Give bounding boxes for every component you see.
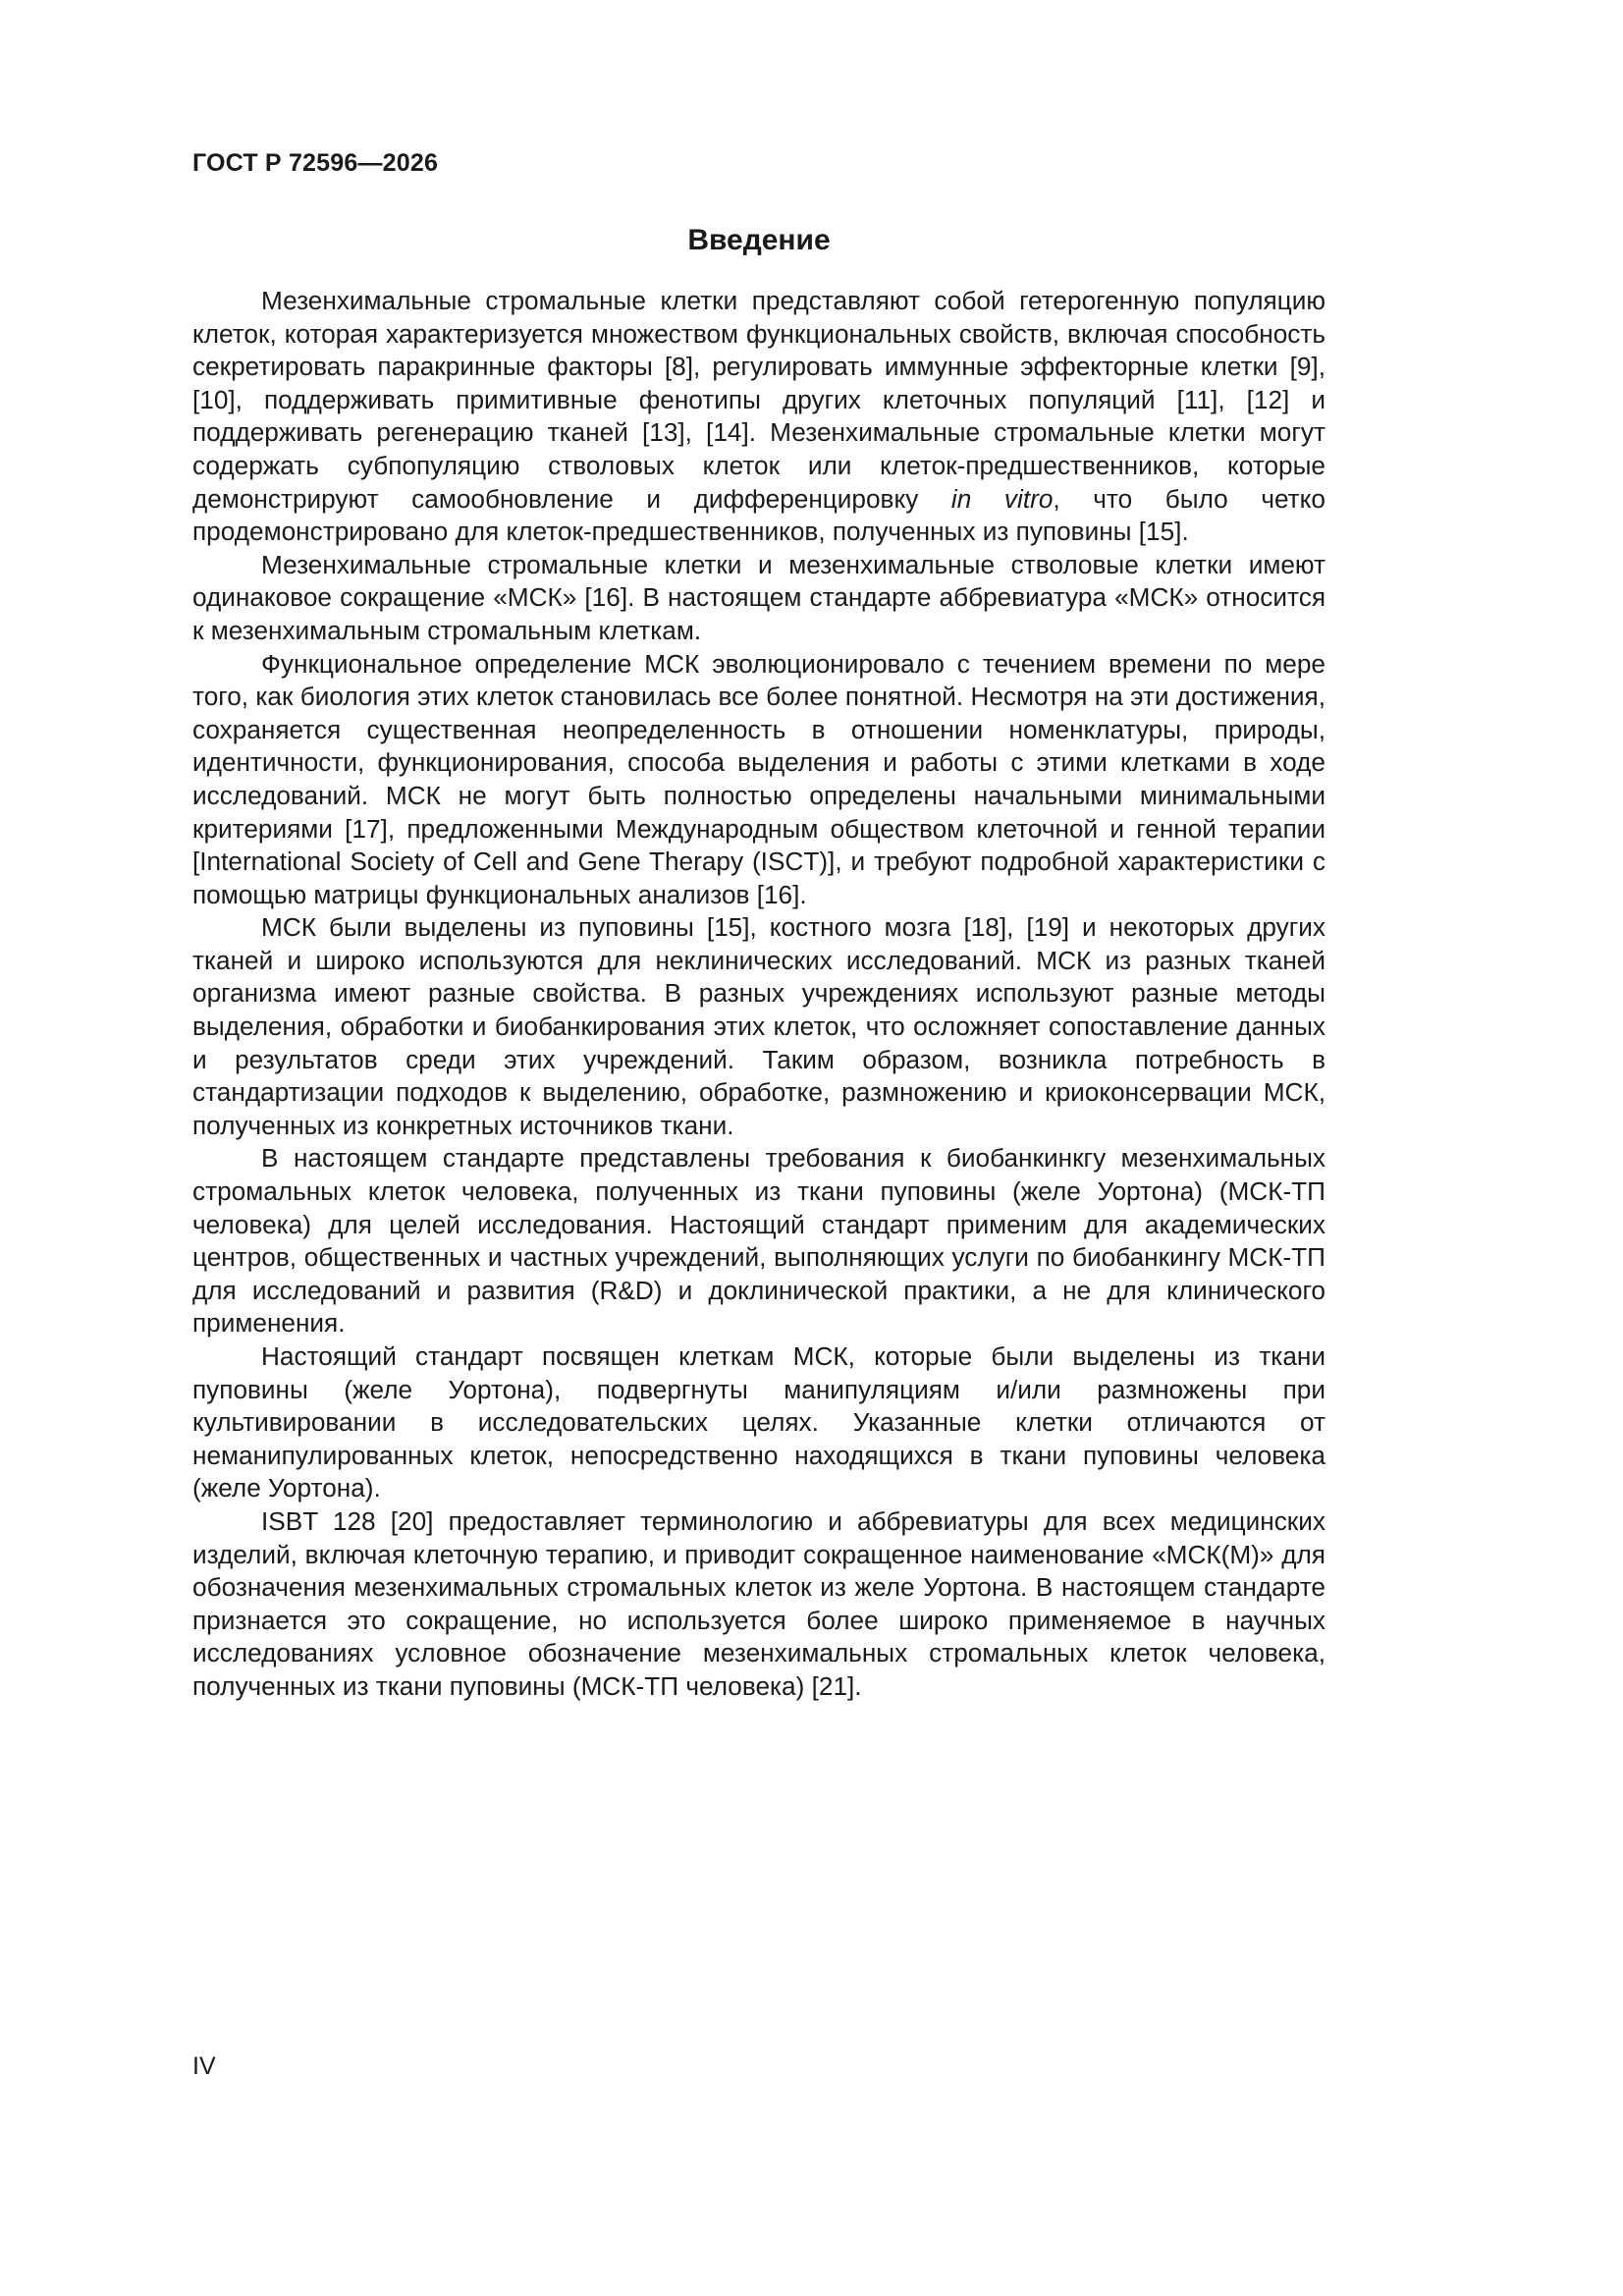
paragraph: ISBT 128 [20] предоставляет терминологию и аббревиатуры для всех медицинских изделий, включая клеточную терапию, и приводит сокращенное наименование «МСК(М)» для обозначения мезенхимальных стромальных клеток из желе Уортона. В настоящем стандарте признается это сокращение, но используется более широко применяемое в научных исследованиях условное обозначение мезенхимальных стромальных клеток человека, полученных из ткани пуповины (МСК-ТП человека) [21]. <box>192 1505 1325 1701</box>
section-title: Введение <box>687 224 831 256</box>
paragraph: Мезенхимальные стромальные клетки и мезенхимальные стволовые клетки имеют одинаковое сокращение «МСК» [16]. В настоящем стандарте аббревиатура «МСК» относится к мезенхимальным стромальным клеткам. <box>192 549 1325 645</box>
paragraph: В настоящем стандарте представлены требования к биобанкинкгу мезенхимальных стромальных клеток человека, полученных из ткани пуповины (желе Уортона) (МСК-ТП человека) для целей исследования. Настоящий стандарт применим для академических центров, общественных и частных учреждений, выполняющих услуги по биобанкингу МСК-ТП для исследований и развития (R&D) и доклинической практики, а не для клинического применения. <box>192 1143 1325 1339</box>
italic-term: in vitro <box>950 483 1054 514</box>
paragraph: Функциональное определение МСК эволюционировало с течением времени по мере того, как биология этих клеток становилась все более понятной. Несмотря на эти достижения, сохраняется существенная неопределенность в отношении номенклатуры, природы, идентичности, функционирования, способа выделения и работы с этими клетками в ходе исследований. МСК не могут быть полностью определены начальными минимальными критериями [17], предложенными Международным обществом клеточной и генной терапии [International Society of Cell and Gene Therapy (ISCT)], и требуют подробной характеристики с помощью матрицы функциональных анализов [16]. <box>192 648 1325 909</box>
paragraph-text: , что было четко продемонстрировано для клеток-предшественников, полученных из пуповины [15]. <box>192 483 1325 547</box>
paragraph <box>192 285 1325 549</box>
document-header: ГОСТ Р 72596—2026 <box>192 149 439 177</box>
body-text <box>192 285 1325 1704</box>
paragraph-text: Мезенхимальные стромальные клетки представляют собой гетерогенную популяцию клеток, которая характеризуется множеством функциональных свойств, включая способность секретировать паракринные факторы [8], регулировать иммунные эффекторные клетки [9], [10], поддерживать примитивные фенотипы других клеточных популяций [11], [12] и поддерживать регенерацию тканей [13], [14]. Мезенхимальные стромальные клетки могут содержать субпопуляцию стволовых клеток или клеток-предшественников, которые демонстрируют самообновление и дифференцировку <box>192 286 1325 514</box>
paragraph: Настоящий стандарт посвящен клеткам МСК, которые были выделены из ткани пуповины (желе Уортона), подвергнуты манипуляциям и/или размножены при культивировании в исследовательских целях. Указанные клетки отличаются от неманипулированных клеток, непосредственно находящихся в ткани пуповины человека (желе Уортона). <box>192 1341 1325 1503</box>
page-number: IV <box>192 2052 216 2080</box>
paragraph: МСК были выделены из пуповины [15], костного мозга [18], [19] и некоторых других тканей и широко используются для неклинических исследований. МСК из разных тканей организма имеют разные свойства. В разных учреждениях используют разные методы выделения, обработки и биобанкирования этих клеток, что осложняет сопоставление данных и результатов среди этих учреждений. Таким образом, возникла потребность в стандартизации подходов к выделению, обработке, размножению и криоконсервации МСК, полученных из конкретных источников ткани. <box>192 912 1325 1140</box>
